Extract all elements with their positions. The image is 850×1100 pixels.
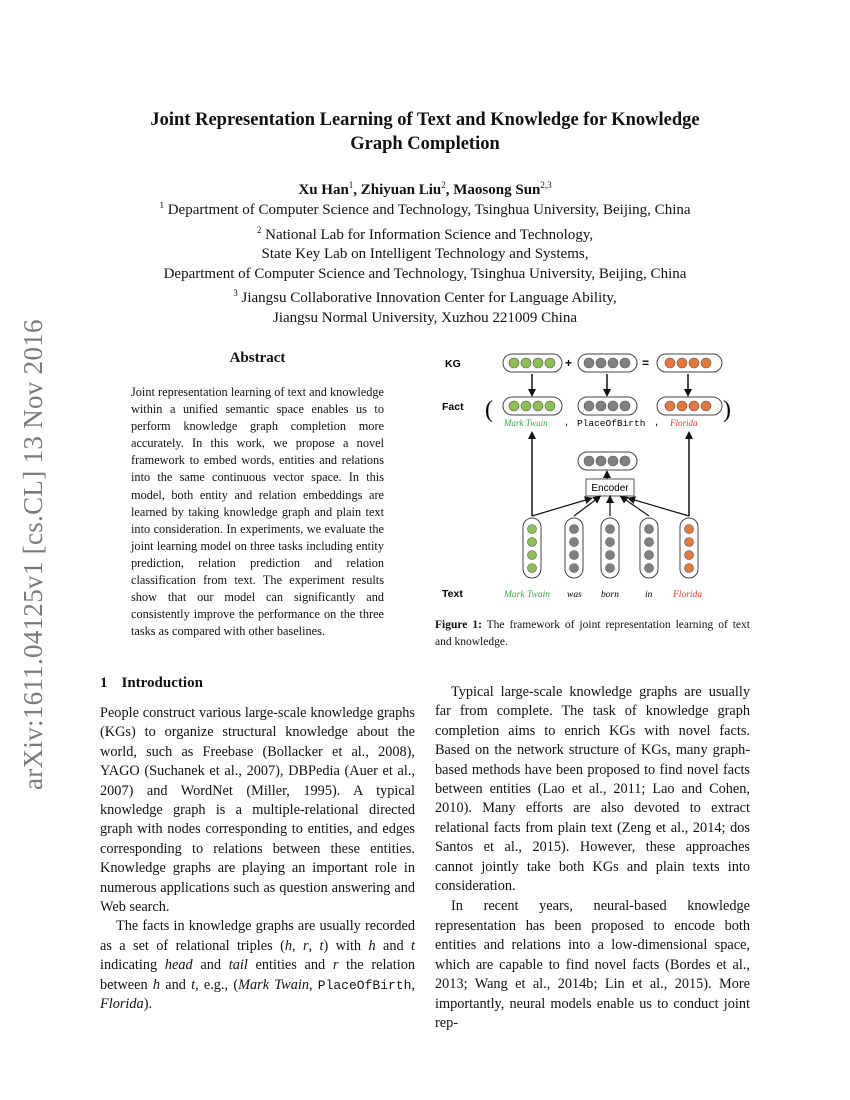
equals-sign: = <box>642 356 650 370</box>
caption-text: The framework of joint representation learning of text and knowledge. <box>435 619 750 648</box>
row-label-text: Text <box>442 588 463 600</box>
abstract-body: Joint representation learning of text and knowledge within a unified semantic space enables us to perform knowledge graph completion more accurately. In this work, we propose a novel framework to embed words, entities and relations into the same continuous vector space. In this model, both entity and relation embeddings are learned by taking knowledge graph and plain text into consideration. In experiments, we evaluate the joint learning model on three tasks including entity prediction, relation prediction and relation classification from text. The experiment results show that our model can significantly and consistently improve the performance on the three tasks as compared with other baselines. <box>131 385 384 639</box>
word-label: Florida <box>673 590 703 600</box>
affiliation-line <box>110 309 740 329</box>
figure-caption <box>435 617 750 651</box>
affil-text: State Key Lab on Intelligent Technology and Systems, <box>261 246 589 262</box>
arrow-marktwain-encoder <box>532 499 589 516</box>
affiliations <box>110 196 740 328</box>
arrow-was-encoder <box>574 498 598 516</box>
fact-tail-vector <box>657 397 722 415</box>
fact-comma-2: , <box>655 416 659 428</box>
word-vector-born <box>601 518 619 578</box>
word-label: in <box>645 590 653 600</box>
kg-tail-vector <box>657 354 722 372</box>
kg-relation-vector <box>578 354 637 372</box>
figure-framework <box>435 345 755 610</box>
paper-title <box>110 108 740 156</box>
author-sep: , <box>353 182 361 198</box>
affil-text: Department of Computer Science and Technology, Tsinghua University, Beijing, China <box>163 202 691 218</box>
affiliation-line <box>110 265 740 285</box>
title-line-2: Graph Completion <box>350 134 500 154</box>
plus-sign: + <box>565 356 573 370</box>
affiliation-line <box>110 284 740 309</box>
affil-sup: 3 <box>233 288 238 298</box>
fact-head-label: Mark Twain <box>504 418 548 428</box>
abstract-heading: Abstract <box>229 350 286 366</box>
author-name: Zhiyuan Liu <box>360 182 442 198</box>
section-title: Introduction <box>121 675 203 691</box>
word-vector-mark-twain <box>523 518 541 578</box>
affil-sup: 2 <box>256 224 262 235</box>
affil-sup: 1 <box>159 200 164 210</box>
affiliation-line <box>110 245 740 265</box>
word-label: Mark Twain <box>504 590 551 600</box>
affiliation-line <box>110 196 740 221</box>
word-label: was <box>567 590 582 600</box>
arxiv-stamp: arXiv:1611.04125v1 [cs.CL] 13 Nov 2016 <box>18 319 48 790</box>
author-sup: 2,3 <box>540 180 552 190</box>
affil-text: Department of Computer Science and Technology, Tsinghua University, Beijing, China <box>163 265 687 282</box>
paragraph: In recent years, neural-based knowledge representation has been proposed to encode both entities and relations into a low-dimensional space, which are capable to find novel facts (Bordes et al., 2013; Wang et al., 2014b; Lin et al., 2015). More importantly, neural models enable us to conduct joint rep- <box>435 898 750 1031</box>
affiliation-line <box>110 221 740 246</box>
fact-open-paren: ( <box>485 397 493 423</box>
fact-head-vector <box>503 397 562 415</box>
fact-close-paren: ) <box>723 397 731 423</box>
encoder-label: Encoder <box>591 483 629 494</box>
paragraph: Typical large-scale knowledge graphs are usually far from complete. The task of knowledge graph completion aims to enrich KGs with novel facts. Based on the network structure of KGs, many graph-based methods have been proposed to find novel facts between entities (Lao et al., 2011; Lao and Cohen, 2010). Many efforts are also devoted to extract relational facts from plain text (Zeng et al., 2014; dos Santos et al., 2015). However, these approaches cannot jointly take both KGs and plain texts into consideration. <box>435 684 750 895</box>
title-line-1: Joint Representation Learning of Text and Knowledge for Knowledge <box>150 110 700 130</box>
row-label-kg: KG <box>445 358 461 370</box>
paragraph: People construct various large-scale knowledge graphs (KGs) to organize structural knowledge about the world, such as Freebase (Bollacker et al., 2008), YAGO (Suchanek et al., 2007), DBPedia (Auer et al., 2007) and WordNet (Miller, 1995). A typical knowledge graph is a multiple-relational directed graph with nodes corresponding to entities, and edges corresponding to relations between these entities. Knowledge graphs are playing an important role in numerous applications such as question answering and Web search. <box>100 705 415 916</box>
encoded-relation-vector <box>578 452 637 470</box>
affil-text: Jiangsu Normal University, Xuzhou 221009 China <box>273 309 577 326</box>
left-column <box>100 704 415 1015</box>
arrow-florida-encoder <box>631 499 689 516</box>
author-name: Xu Han <box>298 182 349 198</box>
affil-text: Jiangsu Collaborative Innovation Center for Language Ability, <box>237 290 617 306</box>
section-number: 1 <box>100 675 108 691</box>
kg-head-vector <box>503 354 562 372</box>
author-sup: 2 <box>441 180 446 190</box>
word-vector-was <box>565 518 583 578</box>
caption-label: Figure 1: <box>435 619 482 631</box>
paragraph: The facts in knowledge graphs are usually recorded as a set of relational triples (h, r, t) with h and t indicating head and tail entities and r the relation between h and t, e.g., (Mark Twain, PlaceOfBirth, Florida). <box>100 918 416 1013</box>
fact-tail-label: Florida <box>670 418 698 428</box>
fact-relation-label: PlaceOfBirth <box>577 418 646 429</box>
fact-relation-vector <box>578 397 637 415</box>
row-label-fact: Fact <box>442 401 464 413</box>
fact-comma-1: , <box>565 416 569 428</box>
affil-text: National Lab for Information Science and Technology, <box>261 226 594 243</box>
author-name: Maosong Sun <box>453 182 541 198</box>
author-sup: 1 <box>348 180 354 190</box>
author-sep: , <box>445 182 454 198</box>
right-column <box>435 683 750 1033</box>
word-vector-in <box>640 518 658 578</box>
word-vector-florida <box>680 518 698 578</box>
section-heading <box>100 675 203 692</box>
word-label: born <box>601 590 619 600</box>
